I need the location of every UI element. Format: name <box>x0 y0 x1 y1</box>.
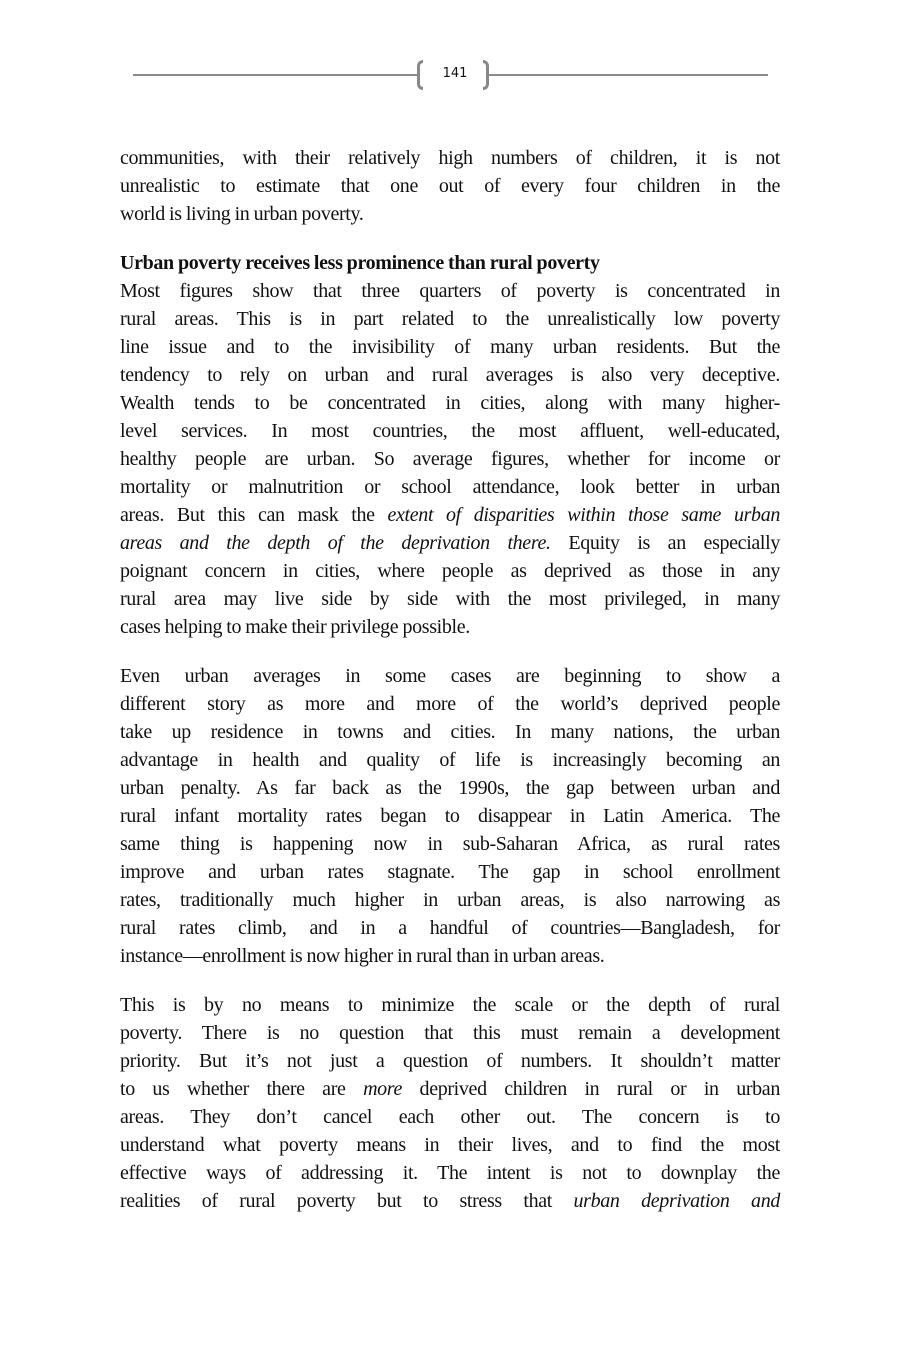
text-line: rural areas. This is in part related to the unrealistically low poverty <box>120 308 780 330</box>
page-number: 141 <box>442 66 468 81</box>
header-rule-left <box>133 74 418 76</box>
text-line: world is living in urban poverty. <box>120 203 364 225</box>
text-line: cases helping to make their privilege possible. <box>120 616 470 638</box>
text-line: Wealth tends to be concentrated in cities, along with many higher- <box>120 392 780 414</box>
text-segment: areas. But this can mask the <box>120 504 388 526</box>
text-line: advantage in health and quality of life is increasingly becoming an <box>120 749 780 771</box>
italic-text: more <box>363 1078 403 1100</box>
text-line: urban penalty. As far back as the 1990s, the gap between urban and <box>120 777 780 799</box>
text-line: areas. They don’t cancel each other out. The concern is to <box>120 1106 780 1128</box>
text-line: poverty. There is no question that this must remain a development <box>120 1022 780 1044</box>
text-line: This is by no means to minimize the scale or the depth of rural <box>120 994 780 1016</box>
italic-text: areas and the depth of the deprivation there. <box>120 532 551 554</box>
text-line: mortality or malnutrition or school attendance, look better in urban <box>120 476 780 498</box>
text-line: priority. But it’s not just a question of numbers. It shouldn’t matter <box>120 1050 780 1072</box>
text-line: unrealistic to estimate that one out of every four children in the <box>120 175 780 197</box>
header-rule-right <box>489 74 768 76</box>
text-line: take up residence in towns and cities. In many nations, the urban <box>120 721 780 743</box>
text-line: understand what poverty means in their lives, and to find the most <box>120 1134 780 1156</box>
text-line: Most figures show that three quarters of poverty is concentrated in <box>120 280 780 302</box>
section-heading: Urban poverty receives less prominence than rural poverty <box>120 252 600 274</box>
text-line: different story as more and more of the world’s deprived people <box>120 693 780 715</box>
text-line: rural area may live side by side with the most privileged, in many <box>120 588 780 610</box>
text-line: rates, traditionally much higher in urban areas, is also narrowing as <box>120 889 780 911</box>
text-line: Even urban averages in some cases are beginning to show a <box>120 665 780 687</box>
text-line: rural infant mortality rates began to disappear in Latin America. The <box>120 805 780 827</box>
text-line: tendency to rely on urban and rural averages is also very deceptive. <box>120 364 780 386</box>
text-line: level services. In most countries, the most affluent, well-educated, <box>120 420 780 442</box>
italic-text: urban deprivation and <box>573 1190 780 1212</box>
text-line <box>120 1075 780 1103</box>
text-line: same thing is happening now in sub-Saharan Africa, as rural rates <box>120 833 780 855</box>
text-line <box>120 529 780 557</box>
text-segment: realities of rural poverty but to stress that <box>120 1190 574 1212</box>
text-line: instance—enrollment is now higher in rural than in urban areas. <box>120 945 605 967</box>
italic-text: extent of disparities within those same urban <box>387 504 780 526</box>
text-line <box>120 501 780 529</box>
left-brace-icon <box>417 60 423 90</box>
text-line: line issue and to the invisibility of many urban residents. But the <box>120 336 780 358</box>
text-line: healthy people are urban. So average figures, whether for income or <box>120 448 780 470</box>
body-text <box>120 144 780 1236</box>
text-line: rural rates climb, and in a handful of countries—Bangladesh, for <box>120 917 780 939</box>
text-segment: deprived children in rural or in urban <box>402 1078 780 1100</box>
paragraph <box>120 991 780 1215</box>
text-line: effective ways of addressing it. The intent is not to downplay the <box>120 1162 780 1184</box>
text-line: improve and urban rates stagnate. The gap in school enrollment <box>120 861 780 883</box>
paragraph <box>120 249 780 641</box>
text-line: communities, with their relatively high numbers of children, it is not <box>120 147 780 169</box>
text-segment: Equity is an especially <box>550 532 780 554</box>
paragraph <box>120 144 780 228</box>
text-line <box>120 1187 780 1215</box>
text-line: poignant concern in cities, where people as deprived as those in any <box>120 560 780 582</box>
paragraph <box>120 662 780 970</box>
text-segment: to us whether there are <box>120 1078 364 1100</box>
